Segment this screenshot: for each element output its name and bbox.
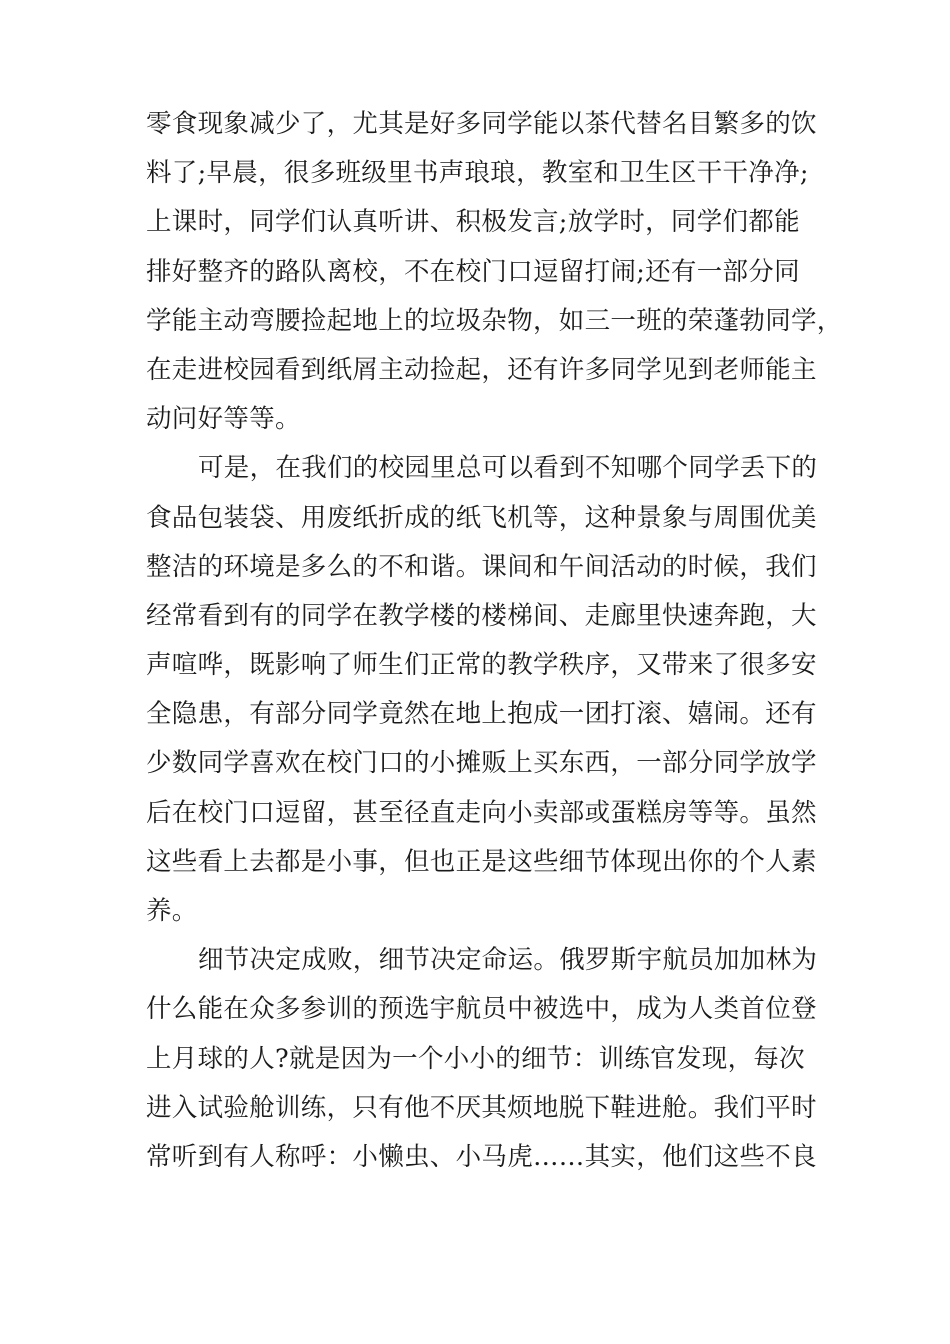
paragraph-3-line-5: 常听到有人称呼：小懒虫、小马虎……其实，他们这些不良 — [146, 1141, 817, 1172]
paragraph-2-line-7: 少数同学喜欢在校门口的小摊贩上买东西，一部分同学放学 — [146, 748, 817, 779]
paragraph-3-line-3: 上月球的人?就是因为一个小小的细节：训练官发现，每次 — [146, 1043, 805, 1074]
body-text — [146, 100, 843, 1182]
paragraph-3-line-2: 什么能在众多参训的预选宇航员中被选中，成为人类首位登 — [146, 994, 817, 1025]
paragraph-1-line-3: 上课时，同学们认真听讲、积极发言;放学时，同学们都能 — [146, 207, 800, 238]
paragraph-2-line-5: 声喧哗，既影响了师生们正常的教学秩序，又带来了很多安 — [146, 650, 817, 681]
paragraph-1-line-2: 料了;早晨，很多班级里书声琅琅，教室和卫生区干干净净; — [146, 158, 809, 189]
paragraph-1-line-1: 零食现象减少了，尤其是好多同学能以茶代替名目繁多的饮 — [146, 109, 817, 139]
paragraph-2-line-1: 可是，在我们的校园里总可以看到不知哪个同学丢下的 — [198, 453, 818, 484]
paragraph-2-line-10: 养。 — [146, 896, 198, 926]
paragraph-1-line-6: 在走进校园看到纸屑主动捡起，还有许多同学见到老师能主 — [146, 354, 817, 385]
paragraph-2-line-2: 食品包装袋、用废纸折成的纸飞机等，这种景象与周围优美 — [146, 502, 817, 533]
paragraph-3-line-1: 细节决定成败，细节决定命运。俄罗斯宇航员加加林为 — [198, 945, 818, 976]
paragraph-2-line-6: 全隐患，有部分同学竟然在地上抱成一团打滚、嬉闹。还有 — [146, 699, 817, 730]
paragraph-1-line-5: 学能主动弯腰捡起地上的垃圾杂物，如三一班的荣蓬勃同学， — [146, 305, 843, 336]
paragraph-3-line-4: 进入试验舱训练，只有他不厌其烦地脱下鞋进舱。我们平时 — [146, 1092, 817, 1123]
paragraph-2-line-9: 这些看上去都是小事，但也正是这些细节体现出你的个人素 — [146, 846, 817, 877]
paragraph-2-line-3: 整洁的环境是多么的不和谐。课间和午间活动的时候，我们 — [146, 551, 817, 582]
paragraph-2-line-8: 后在校门口逗留，甚至径直走向小卖部或蛋糕房等等。虽然 — [146, 797, 817, 828]
paragraph-1-line-7: 动问好等等。 — [146, 404, 301, 435]
paragraph-1-line-4: 排好整齐的路队离校，不在校门口逗留打闹;还有一部分同 — [146, 256, 800, 287]
paragraph-2-line-4: 经常看到有的同学在教学楼的楼梯间、走廊里快速奔跑，大 — [146, 600, 817, 631]
